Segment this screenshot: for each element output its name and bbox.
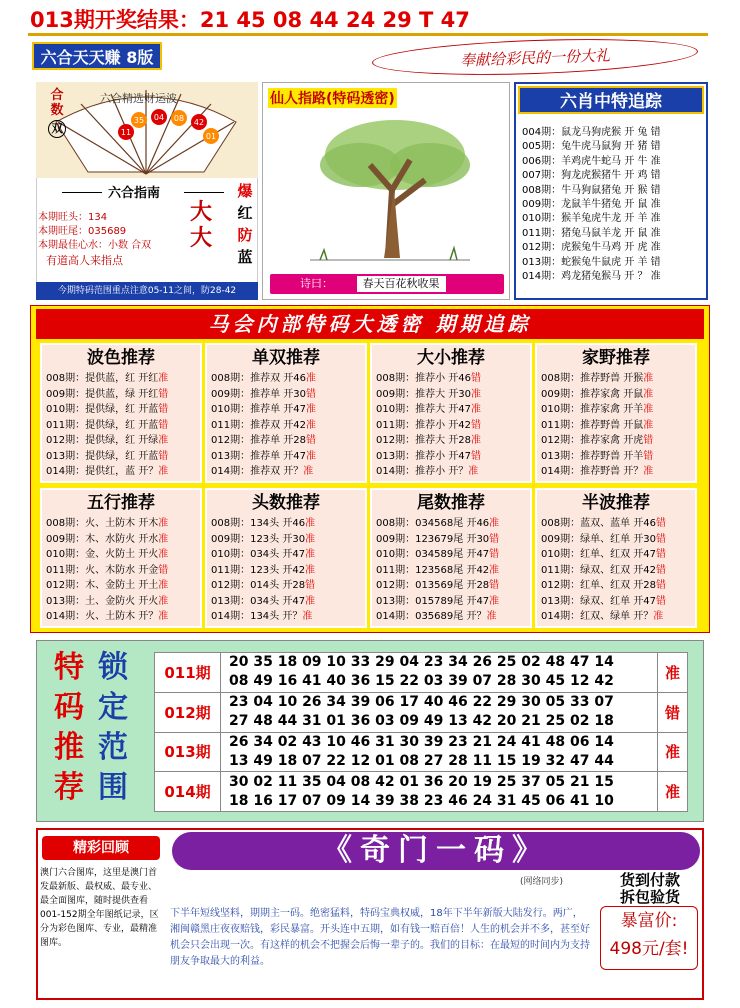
card-row-result: 准 bbox=[489, 518, 500, 529]
card-row-result: 准 bbox=[306, 419, 316, 431]
card-row-result: 准 bbox=[305, 595, 316, 607]
card-row-result: 准 bbox=[305, 533, 316, 545]
card-row bbox=[372, 563, 530, 579]
card-row-result: 准 bbox=[158, 373, 169, 384]
heshu-title: 合数 bbox=[50, 88, 64, 118]
card-row bbox=[42, 371, 200, 387]
lock-numbers-line: 13 49 18 07 22 12 01 08 27 28 11 15 19 32 47 44 bbox=[229, 752, 614, 769]
lock-char: 围 bbox=[98, 770, 128, 805]
card-row bbox=[537, 464, 695, 480]
card-row bbox=[207, 433, 365, 449]
fan-ball-number: 04 bbox=[153, 113, 165, 122]
bao-column bbox=[234, 180, 256, 268]
lock-numbers-line: 26 34 02 43 10 46 31 30 39 23 21 24 41 48 06 14 bbox=[229, 733, 614, 750]
divider bbox=[28, 33, 708, 36]
heshu-value: 双 bbox=[48, 120, 66, 138]
poem-text: 春天百花秋收果 bbox=[357, 276, 446, 292]
card-row-text: 013期：土、金防火 开火 bbox=[46, 595, 159, 607]
bao-char: 蓝 bbox=[237, 248, 253, 266]
lock-left-chars bbox=[54, 648, 84, 808]
card-row-text: 012期：014头 开28 bbox=[211, 580, 306, 591]
card-row-result: 准 bbox=[158, 595, 169, 607]
card-row bbox=[207, 371, 365, 387]
recommend-card bbox=[40, 343, 202, 483]
six-xiao-row: 008期：牛马狗鼠猪兔 开 猴 错 bbox=[522, 184, 661, 196]
card-row bbox=[372, 532, 530, 548]
lock-numbers bbox=[221, 653, 658, 693]
card-row-result: 错 bbox=[489, 533, 500, 545]
card-row bbox=[372, 418, 530, 434]
card-row-text: 011期：123头 开42 bbox=[211, 564, 306, 576]
card-row-text: 014期：推荐双 开？ bbox=[211, 466, 304, 477]
recommend-card bbox=[40, 488, 202, 628]
card-title: 波色推荐 bbox=[87, 348, 155, 368]
card-row bbox=[372, 594, 530, 610]
fan-ball-number: 42 bbox=[193, 118, 205, 127]
big-text bbox=[190, 200, 212, 252]
card-row-text: 008期：火、土防木 开木 bbox=[46, 518, 159, 529]
card-row bbox=[537, 516, 695, 532]
lock-char: 推 bbox=[54, 730, 84, 765]
card-title: 单双推荐 bbox=[252, 348, 320, 368]
card-row-text: 013期：推荐小 开47 bbox=[376, 450, 471, 462]
lock-numbers bbox=[221, 732, 658, 772]
card-row bbox=[372, 402, 530, 418]
fan-ball-number: 08 bbox=[173, 114, 185, 123]
card-row-text: 009期：123头 开30 bbox=[211, 533, 306, 545]
fan-ball-number: 11 bbox=[120, 128, 132, 137]
card-row-text: 011期：提供绿，红 开蓝 bbox=[46, 419, 159, 431]
card-row bbox=[372, 387, 530, 403]
card-row-text: 008期：134头 开46 bbox=[211, 518, 306, 529]
card-row-result: 错 bbox=[656, 564, 666, 576]
card-row-result: 准 bbox=[303, 466, 314, 477]
card-row-text: 011期：推荐野兽 开鼠 bbox=[541, 419, 644, 431]
card-row bbox=[42, 609, 200, 625]
divider bbox=[184, 192, 224, 193]
card-row-result: 错 bbox=[656, 549, 666, 560]
card-row bbox=[207, 547, 365, 563]
card-row bbox=[207, 594, 365, 610]
lock-result: 准 bbox=[658, 653, 688, 693]
card-row-result: 准 bbox=[643, 404, 654, 415]
lock-numbers-line: 20 35 18 09 10 33 29 04 23 34 26 25 02 48 47 14 bbox=[229, 654, 614, 671]
card-row bbox=[537, 547, 695, 563]
divider bbox=[62, 192, 102, 193]
card-row-result: 准 bbox=[489, 595, 500, 607]
card-row bbox=[42, 402, 200, 418]
lock-right-chars bbox=[98, 648, 128, 808]
qimen-banner: 《奇门一码》 bbox=[172, 832, 700, 870]
card-row-result: 准 bbox=[468, 466, 479, 477]
card-row-result: 准 bbox=[643, 419, 654, 431]
lock-row bbox=[155, 732, 688, 772]
card-row-result: 准 bbox=[471, 435, 481, 446]
card-row-result: 准 bbox=[158, 580, 169, 591]
lock-table bbox=[154, 652, 688, 812]
card-row bbox=[42, 532, 200, 548]
card-row-result: 准 bbox=[471, 404, 481, 415]
card-row-result: 准 bbox=[305, 564, 316, 576]
card-row-text: 009期：推荐家禽 开鼠 bbox=[541, 388, 644, 400]
xiao-info: 本期最佳心水：小数 合双 bbox=[38, 240, 152, 251]
card-row bbox=[207, 609, 365, 625]
lock-char: 荐 bbox=[54, 770, 84, 805]
card-row-text: 008期：推荐小 开46 bbox=[376, 373, 471, 384]
card-row-text: 009期：绿单、红单 开30 bbox=[541, 533, 656, 545]
card-title: 五行推荐 bbox=[87, 493, 155, 513]
lock-numbers-line: 30 02 11 35 04 08 42 01 36 20 19 25 37 05 21 15 bbox=[229, 773, 614, 790]
card-row-result: 错 bbox=[158, 450, 169, 462]
six-xiao-row: 010期：猴羊兔虎牛龙 开 羊 准 bbox=[522, 213, 661, 225]
card-row-result: 准 bbox=[489, 564, 500, 576]
fan-title: 六合精选财运波 bbox=[100, 92, 177, 105]
card-row-result: 准 bbox=[306, 404, 316, 415]
lock-numbers bbox=[221, 692, 658, 732]
card-row-result: 准 bbox=[643, 466, 654, 477]
zhinan-title: 六合指南 bbox=[108, 186, 161, 201]
lock-result: 错 bbox=[658, 692, 688, 732]
card-row-result: 错 bbox=[305, 580, 316, 591]
card-row-result: 错 bbox=[471, 419, 481, 431]
card-row-text: 013期：015789尾 开47 bbox=[376, 595, 490, 607]
card-row-result: 错 bbox=[471, 450, 481, 462]
net-sync: (网络同步) bbox=[520, 877, 564, 887]
card-row-text: 014期：提供红，蓝 开？ bbox=[46, 466, 159, 477]
card-row bbox=[537, 433, 695, 449]
recommend-card bbox=[535, 343, 697, 483]
card-row bbox=[42, 449, 200, 465]
card-row-result: 准 bbox=[486, 611, 497, 622]
edition-banner: 六合天天赚 8版 bbox=[32, 42, 162, 70]
six-xiao-title: 六肖中特追踪 bbox=[518, 86, 704, 114]
card-row-result: 错 bbox=[471, 373, 481, 384]
card-row bbox=[537, 578, 695, 594]
card-title: 家野推荐 bbox=[582, 348, 650, 368]
card-row-text: 010期：034589尾 开47 bbox=[376, 549, 490, 560]
card-row-text: 010期：推荐大 开47 bbox=[376, 404, 471, 415]
six-xiao-row: 007期：狗龙虎猴猪牛 开 鸡 错 bbox=[522, 170, 661, 182]
card-row-text: 012期：013569尾 开28 bbox=[376, 580, 490, 591]
card-title: 头数推荐 bbox=[252, 493, 320, 513]
card-row-text: 012期：提供绿，红 开绿 bbox=[46, 435, 159, 446]
card-row-result: 准 bbox=[305, 549, 316, 560]
card-row bbox=[372, 371, 530, 387]
six-xiao-row: 009期：龙鼠羊牛猪兔 开 鼠 准 bbox=[522, 198, 661, 210]
card-row-result: 准 bbox=[158, 518, 169, 529]
bao-char: 红 bbox=[237, 204, 253, 222]
card-row bbox=[537, 563, 695, 579]
lock-period: 011期 bbox=[155, 653, 221, 693]
recommend-card bbox=[205, 343, 367, 483]
card-row bbox=[207, 387, 365, 403]
card-row-text: 009期：木、水防火 开水 bbox=[46, 533, 159, 545]
card-row bbox=[372, 547, 530, 563]
recommend-card bbox=[370, 488, 532, 628]
card-row-text: 011期：推荐双 开42 bbox=[211, 419, 306, 431]
card-row bbox=[537, 418, 695, 434]
lock-numbers-line: 18 16 17 07 09 14 39 38 23 46 24 31 45 06 41 10 bbox=[229, 792, 614, 809]
six-xiao-row: 011期：猪兔马鼠羊龙 开 鼠 准 bbox=[522, 227, 661, 239]
card-row-text: 010期：034头 开47 bbox=[211, 549, 306, 560]
fan-ball-number: 35 bbox=[133, 116, 145, 125]
card-row bbox=[372, 609, 530, 625]
card-row-result: 错 bbox=[158, 388, 169, 400]
card-row-text: 013期：推荐单 开47 bbox=[211, 450, 306, 462]
card-row-result: 错 bbox=[158, 564, 169, 576]
middle-title: 仙人指路(特码透密) bbox=[268, 88, 397, 108]
card-row-text: 012期：推荐大 开28 bbox=[376, 435, 471, 446]
lock-char: 码 bbox=[54, 690, 84, 725]
card-row-result: 准 bbox=[306, 450, 316, 462]
card-row-text: 012期：推荐单 开28 bbox=[211, 435, 306, 446]
qimen-description: 下半年短线坚料，期期主一码。绝密猛料，特码宝典权威，18年下半年新版大陆发行。两广，湘闽赣黑庄夜夜赔钱，彩民暴富。开头连中五期，如有钱一赔百倍！人生的机会并不多，甚至好机会只会出现一次。有这样的机会不把握会后悔一辈子的。我们的目标：在最短的时间内为支持朋友争取最大的利益。 bbox=[170, 908, 590, 967]
card-row bbox=[207, 449, 365, 465]
lock-numbers bbox=[221, 772, 658, 812]
card-row-text: 014期：火、土防木 开？ bbox=[46, 611, 159, 622]
card-row bbox=[372, 433, 530, 449]
draw-result: 013期开奖结果：21 45 08 44 24 29 T 47 bbox=[30, 8, 470, 32]
bao-char: 防 bbox=[237, 226, 253, 244]
card-row-result: 准 bbox=[158, 466, 169, 477]
card-row-result: 准 bbox=[158, 611, 169, 622]
lock-numbers-line: 27 48 44 31 01 36 03 09 49 13 42 20 21 25 02 18 bbox=[229, 713, 614, 730]
card-row-text: 014期：035689尾 开？ bbox=[376, 611, 487, 622]
lock-char: 范 bbox=[98, 730, 128, 765]
card-row-text: 012期：红单、红双 开28 bbox=[541, 580, 656, 591]
card-row-result: 错 bbox=[643, 435, 654, 446]
card-row-text: 008期：提供蓝，红 开红 bbox=[46, 373, 159, 384]
card-row-result: 错 bbox=[656, 595, 666, 607]
card-row-result: 错 bbox=[656, 580, 666, 591]
card-row-result: 错 bbox=[306, 388, 316, 400]
six-xiao-row: 014期：鸡龙猪兔猴马 开 ？ 准 bbox=[522, 270, 661, 282]
card-row bbox=[42, 418, 200, 434]
card-row-text: 010期：金、火防土 开火 bbox=[46, 549, 159, 560]
card-row bbox=[537, 449, 695, 465]
card-row bbox=[372, 464, 530, 480]
card-row-result: 准 bbox=[306, 373, 316, 384]
card-row-text: 009期：123679尾 开30 bbox=[376, 533, 490, 545]
tree-icon bbox=[300, 110, 480, 270]
lock-char: 定 bbox=[98, 690, 128, 725]
card-row bbox=[42, 563, 200, 579]
poem-label: 诗曰： bbox=[300, 277, 333, 290]
card-title: 半波推荐 bbox=[582, 493, 650, 513]
big-char: 大 bbox=[190, 226, 213, 251]
lock-result: 准 bbox=[658, 732, 688, 772]
card-row-text: 013期：推荐野兽 开羊 bbox=[541, 450, 644, 462]
poem-bar bbox=[270, 274, 504, 294]
card-row-result: 错 bbox=[158, 404, 169, 415]
card-row bbox=[537, 402, 695, 418]
six-xiao-row: 013期：蛇猴兔牛鼠虎 开 羊 错 bbox=[522, 256, 661, 268]
card-row-text: 011期：123568尾 开42 bbox=[376, 564, 490, 576]
lock-period: 014期 bbox=[155, 772, 221, 812]
card-row-text: 012期：推荐家禽 开虎 bbox=[541, 435, 644, 446]
card-row bbox=[207, 516, 365, 532]
delivery-info bbox=[600, 872, 700, 906]
card-row bbox=[42, 516, 200, 532]
card-row bbox=[372, 578, 530, 594]
card-row bbox=[207, 418, 365, 434]
price-value: 498元/套! bbox=[609, 939, 689, 959]
recommend-card bbox=[370, 343, 532, 483]
big-char: 大 bbox=[190, 200, 213, 225]
card-row-result: 错 bbox=[306, 435, 316, 446]
price-label: 暴富价: bbox=[620, 911, 678, 931]
six-xiao-list bbox=[522, 126, 704, 284]
card-row-result: 错 bbox=[158, 419, 169, 431]
card-row-text: 010期：推荐单 开47 bbox=[211, 404, 306, 415]
card-row-text: 010期：提供绿，红 开蓝 bbox=[46, 404, 159, 415]
lock-row bbox=[155, 772, 688, 812]
card-row bbox=[537, 594, 695, 610]
card-row bbox=[207, 563, 365, 579]
price-box bbox=[600, 906, 698, 970]
card-row bbox=[207, 578, 365, 594]
cod-label: 货到付款 bbox=[619, 871, 680, 889]
card-row bbox=[372, 449, 530, 465]
card-row-result: 准 bbox=[471, 388, 481, 400]
card-row bbox=[207, 532, 365, 548]
card-row-text: 014期：红双、绿单 开？ bbox=[541, 611, 654, 622]
card-row bbox=[42, 547, 200, 563]
card-row bbox=[537, 609, 695, 625]
lock-period: 013期 bbox=[155, 732, 221, 772]
card-row-result: 错 bbox=[489, 580, 500, 591]
card-row-result: 准 bbox=[643, 373, 654, 384]
card-row-result: 准 bbox=[653, 611, 664, 622]
card-row-text: 013期：034头 开47 bbox=[211, 595, 306, 607]
lock-result: 准 bbox=[658, 772, 688, 812]
card-row-result: 错 bbox=[656, 518, 666, 529]
card-row-text: 011期：推荐小 开42 bbox=[376, 419, 471, 431]
card-row bbox=[42, 464, 200, 480]
card-row bbox=[42, 433, 200, 449]
recommend-card bbox=[205, 488, 367, 628]
card-row-text: 013期：绿双、红单 开47 bbox=[541, 595, 656, 607]
motto: 有道高人来指点 bbox=[46, 254, 123, 267]
lock-char: 特 bbox=[54, 650, 84, 685]
slogan: 奉献给彩民的一份大礼 bbox=[372, 34, 699, 79]
card-title: 大小推荐 bbox=[417, 348, 485, 368]
tail-info: 本期旺尾：035689 bbox=[38, 226, 127, 237]
card-row bbox=[537, 371, 695, 387]
six-xiao-row: 005期：兔牛虎马鼠狗 开 猪 错 bbox=[522, 141, 661, 153]
fan-ball-number: 01 bbox=[205, 132, 217, 141]
card-row-result: 准 bbox=[302, 611, 313, 622]
card-row bbox=[372, 516, 530, 532]
card-row-text: 008期：034568尾 开46 bbox=[376, 518, 490, 529]
card-row-result: 错 bbox=[643, 450, 654, 462]
lock-row bbox=[155, 653, 688, 693]
card-row bbox=[42, 594, 200, 610]
card-row-text: 010期：红单、红双 开47 bbox=[541, 549, 656, 560]
inspect-label: 拆包验货 bbox=[619, 888, 680, 906]
six-xiao-row: 004期：鼠龙马狗虎猴 开 兔 错 bbox=[522, 127, 661, 138]
six-xiao-row: 006期：羊鸡虎牛蛇马 开 牛 准 bbox=[522, 155, 661, 167]
range-tip: 今期特码范围重点注意05-11之间，防28-42 bbox=[36, 282, 258, 300]
card-row bbox=[207, 402, 365, 418]
review-title: 精彩回顾 bbox=[42, 836, 160, 860]
card-row bbox=[42, 387, 200, 403]
card-row bbox=[42, 578, 200, 594]
card-row-text: 008期：推荐双 开46 bbox=[211, 373, 306, 384]
card-row-text: 014期：134头 开？ bbox=[211, 611, 303, 622]
card-row-text: 011期：火、木防水 开金 bbox=[46, 564, 159, 576]
card-row-text: 012期：木、金防土 开土 bbox=[46, 580, 159, 591]
card-row-text: 008期：推荐野兽 开猴 bbox=[541, 373, 644, 384]
card-row-text: 011期：绿双、红双 开42 bbox=[541, 564, 656, 576]
card-row-text: 009期：提供蓝，绿 开红 bbox=[46, 388, 159, 400]
lock-char: 锁 bbox=[98, 650, 128, 685]
card-row-text: 014期：推荐小 开？ bbox=[376, 466, 469, 477]
card-row-text: 009期：推荐大 开30 bbox=[376, 388, 471, 400]
card-row-text: 013期：提供绿，红 开蓝 bbox=[46, 450, 159, 462]
card-row-result: 准 bbox=[305, 518, 316, 529]
card-row-text: 008期：蓝双、蓝单 开46 bbox=[541, 518, 656, 529]
card-row bbox=[537, 387, 695, 403]
recommend-card bbox=[535, 488, 697, 628]
card-row bbox=[207, 464, 365, 480]
card-row-result: 准 bbox=[643, 388, 654, 400]
card-row-result: 准 bbox=[158, 435, 169, 446]
card-row-text: 010期：推荐家禽 开羊 bbox=[541, 404, 644, 415]
macau-title: 马会内部特码大透密 期期追踪 bbox=[36, 309, 704, 339]
card-row bbox=[537, 532, 695, 548]
lock-numbers-line: 08 49 16 41 40 36 15 22 03 39 07 28 30 45 12 42 bbox=[229, 673, 614, 690]
card-row-result: 准 bbox=[158, 549, 169, 560]
card-row-text: 009期：推荐单 开30 bbox=[211, 388, 306, 400]
lock-row bbox=[155, 692, 688, 732]
card-row-text: 014期：推荐野兽 开？ bbox=[541, 466, 644, 477]
lock-numbers-line: 23 04 10 26 34 39 06 17 40 46 22 29 30 05 33 07 bbox=[229, 694, 614, 711]
card-row-result: 准 bbox=[158, 533, 169, 545]
card-row-result: 错 bbox=[656, 533, 666, 545]
lock-period: 012期 bbox=[155, 692, 221, 732]
card-row-result: 错 bbox=[489, 549, 500, 560]
review-body: 澳门六合图库，这里是澳门首发最新版、最权威、最专业、最全面图库，随时提供查看001-152期全年图纸记录，区分为彩色图库、专业，最精准图库。 bbox=[40, 868, 159, 948]
heshu-label bbox=[44, 88, 70, 138]
head-info: 本期旺头：134 bbox=[38, 212, 108, 223]
card-title: 尾数推荐 bbox=[417, 493, 485, 513]
bao-char: 爆 bbox=[237, 182, 253, 200]
six-xiao-row: 012期：虎猴兔牛马鸡 开 虎 准 bbox=[522, 242, 661, 254]
